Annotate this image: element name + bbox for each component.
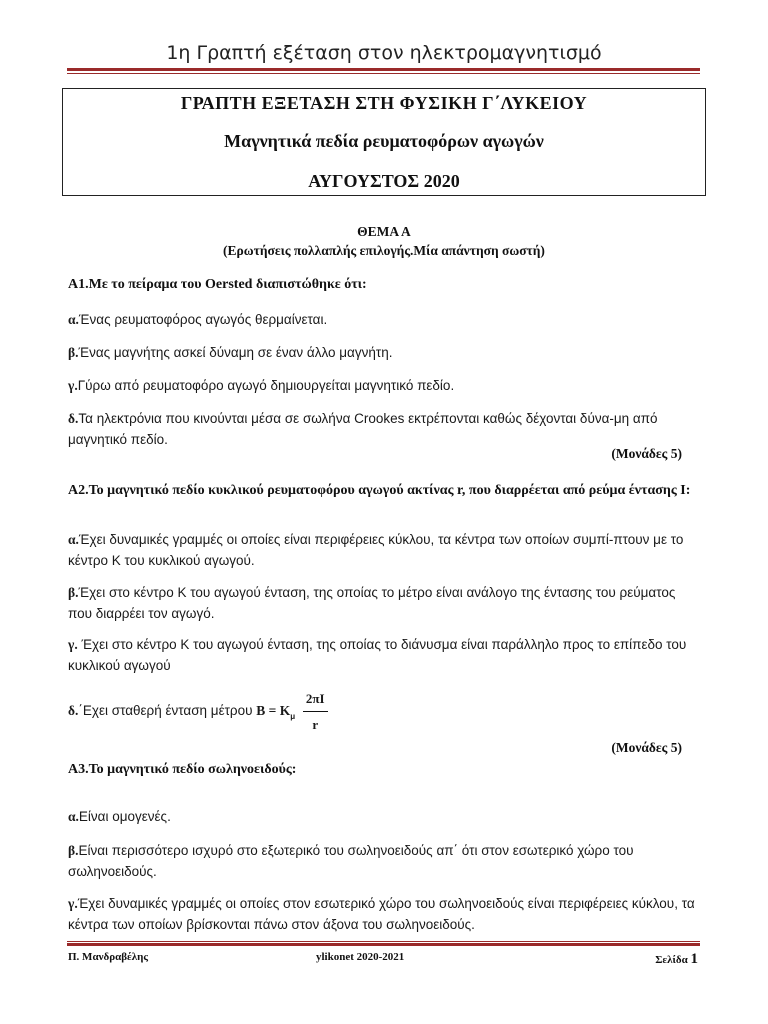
option-letter: β.: [68, 585, 79, 600]
option-text: Γύρω από ρευματοφόρο αγωγό δημιουργείται μαγνητικό πεδίο.: [77, 378, 455, 393]
formula-numerator: 2πΙ: [303, 688, 328, 712]
option-text: Έχει δυναμικές γραμμές οι οποίες στον εσωτερικό χώρο του σωληνοειδούς είναι περιφέρειες κύκλου, τα κέντρα των οποίων βρίσκονται πάνω στον άξονα του σωληνοειδούς.: [68, 896, 695, 932]
option-text: Τα ηλεκτρόνια που κινούνται μέσα σε σωλήνα Crookes εκτρέπονται καθώς δέχονται δύνα-μη από μαγνητικό πεδίο.: [68, 411, 658, 447]
option-text: Ένας ρευματοφόρος αγωγός θερμαίνεται.: [78, 312, 328, 327]
option-letter: γ.: [68, 896, 78, 911]
title-box: [62, 88, 706, 196]
option-letter: δ.: [68, 411, 79, 426]
option-letter: α.: [68, 532, 79, 547]
header-rule-thick: [67, 68, 700, 71]
option-a1-b: [68, 342, 698, 363]
header-rule-thin: [67, 73, 700, 74]
question-a1: Α1.Με το πείραμα του Oersted διαπιστώθηκε ότι:: [68, 277, 367, 292]
option-a1-a: [68, 309, 698, 330]
formula-fraction: [303, 688, 328, 735]
footer-site: ylikonet 2020-2021: [316, 951, 405, 963]
option-text: Έχει στο κέντρο Κ του αγωγού ένταση, της οποίας το διάνυσμα είναι παράλληλο προς το επίπεδο του κυκλικού αγωγού: [68, 637, 687, 673]
option-a1-c: [68, 375, 698, 396]
option-text: Ένας μαγνήτης ασκεί δύναμη σε έναν άλλο μαγνήτη.: [78, 345, 393, 360]
option-a3-b: [68, 840, 698, 882]
footer-page: [655, 951, 698, 968]
footer-rule-thick: [67, 943, 700, 946]
option-a3-a: [68, 806, 698, 827]
exam-title: ΓΡΑΠΤΗ ΕΞΕΤΑΣΗ ΣΤΗ ΦΥΣΙΚΗ Γ΄ΛΥΚΕΙΟΥ: [180, 93, 588, 113]
formula-lhs: Β = Κ: [256, 703, 291, 719]
footer-page-number: 1: [690, 951, 698, 967]
formula-subscript: μ: [290, 711, 296, 721]
option-a2-d: [68, 688, 698, 735]
marks-a2: (Μονάδες 5): [611, 740, 682, 755]
option-text: ΄Εχει σταθερή ένταση μέτρου: [78, 703, 257, 719]
section-subtitle: (Ερωτήσεις πολλαπλής επιλογής.Μία απάντηση σωστή): [223, 243, 545, 258]
option-a2-c: [68, 634, 698, 676]
option-text: Είναι ομογενές.: [78, 809, 171, 824]
marks-a1: (Μονάδες 5): [611, 446, 682, 461]
option-text: Έχει στο κέντρο Κ του αγωγού ένταση, της οποίας το μέτρο είναι ανάλογο της έντασης του ρεύματος που διαρρέει τον αγωγό.: [68, 585, 676, 621]
footer-page-label: Σελίδα: [655, 954, 688, 966]
question-a3: Α3.Το μαγνητικό πεδίο σωληνοειδούς:: [68, 762, 297, 777]
option-a2-b: [68, 582, 698, 624]
option-a2-a: [68, 529, 698, 571]
option-letter: α.: [68, 809, 79, 824]
question-a2: Α2.Το μαγνητικό πεδίο κυκλικού ρευματοφόρου αγωγού ακτίνας r, που διαρρέεται από ρεύμα έντασης Ι:: [68, 483, 691, 498]
section-title: ΘΕΜΑ Α: [357, 224, 411, 239]
option-letter: α.: [68, 312, 79, 327]
footer-rule-thin: [67, 941, 700, 942]
option-letter: β.: [68, 843, 79, 858]
option-text: Έχει δυναμικές γραμμές οι οποίες είναι περιφέρειες κύκλου, τα κέντρα των οποίων συμπί-πτουν με το κέντρο Κ του κυκλικού αγωγού.: [68, 532, 684, 568]
option-letter: γ.: [68, 378, 78, 393]
exam-subject: Μαγνητικά πεδία ρευματοφόρων αγωγών: [224, 131, 544, 151]
page-header: 1η Γραπτή εξέταση στον ηλεκτρομαγνητισμό: [166, 42, 602, 64]
option-letter: γ.: [68, 637, 78, 652]
option-letter: β.: [68, 345, 79, 360]
option-letter: δ.: [68, 703, 79, 719]
formula-denominator: r: [312, 717, 319, 732]
option-text: Είναι περισσότερο ισχυρό στο εξωτερικό του σωληνοειδούς απ΄ ότι στον εσωτερικό χώρο του σωληνοειδούς.: [68, 843, 634, 879]
option-a1-d: [68, 408, 698, 450]
option-a3-c: [68, 893, 698, 935]
footer-author: Π. Μανδραβέλης: [68, 951, 149, 963]
exam-date: ΑΥΓΟΥΣΤΟΣ 2020: [308, 171, 460, 191]
